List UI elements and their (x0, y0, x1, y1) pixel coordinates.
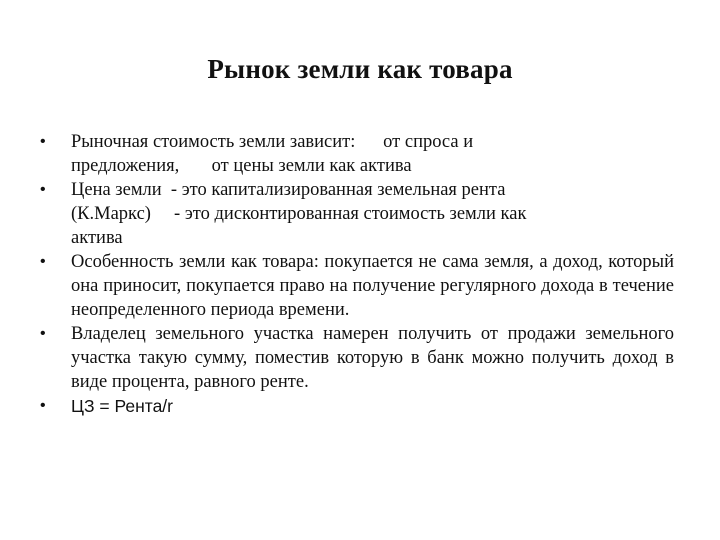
bullet-dot-icon: • (40, 397, 46, 414)
bullet-item-formula (38, 394, 674, 419)
land-price-formula: ЦЗ = Рента/r (71, 396, 174, 416)
bullet-dot-icon: • (40, 133, 46, 150)
bullet-text-line: (К.Маркс) - это дисконтированная стоимость земли как (71, 204, 527, 224)
slide-title: Рынок земли как товара (207, 54, 513, 84)
bullet-item-land-price-definition (38, 178, 674, 250)
bullet-text: Особенность земли как товара: покупается не сама земля, а доход, который она приносит, покупается право на получение регулярного дохода в течение неопределенного периода времени. (71, 252, 674, 320)
bullet-item-land-as-commodity (38, 250, 674, 322)
bullet-text-line: предложения, от цены земли как актива (71, 156, 412, 176)
bullet-list (38, 130, 674, 419)
bullet-item-land-value-factors (38, 130, 674, 178)
bullet-text: Владелец земельного участка намерен получить от продажи земельного участка такую сумму, поместив которую в банк можно получить доход в виде процента, равного ренте. (71, 324, 674, 392)
bullet-text-line: Рыночная стоимость земли зависит: от спроса и (71, 132, 474, 152)
bullet-item-owner-expectation (38, 322, 674, 394)
bullet-dot-icon: • (40, 325, 46, 342)
bullet-dot-icon: • (40, 181, 46, 198)
bullet-text-line: актива (71, 228, 123, 248)
bullet-text-line: Цена земли - это капитализированная земельная рента (71, 180, 506, 200)
bullet-dot-icon: • (40, 253, 46, 270)
